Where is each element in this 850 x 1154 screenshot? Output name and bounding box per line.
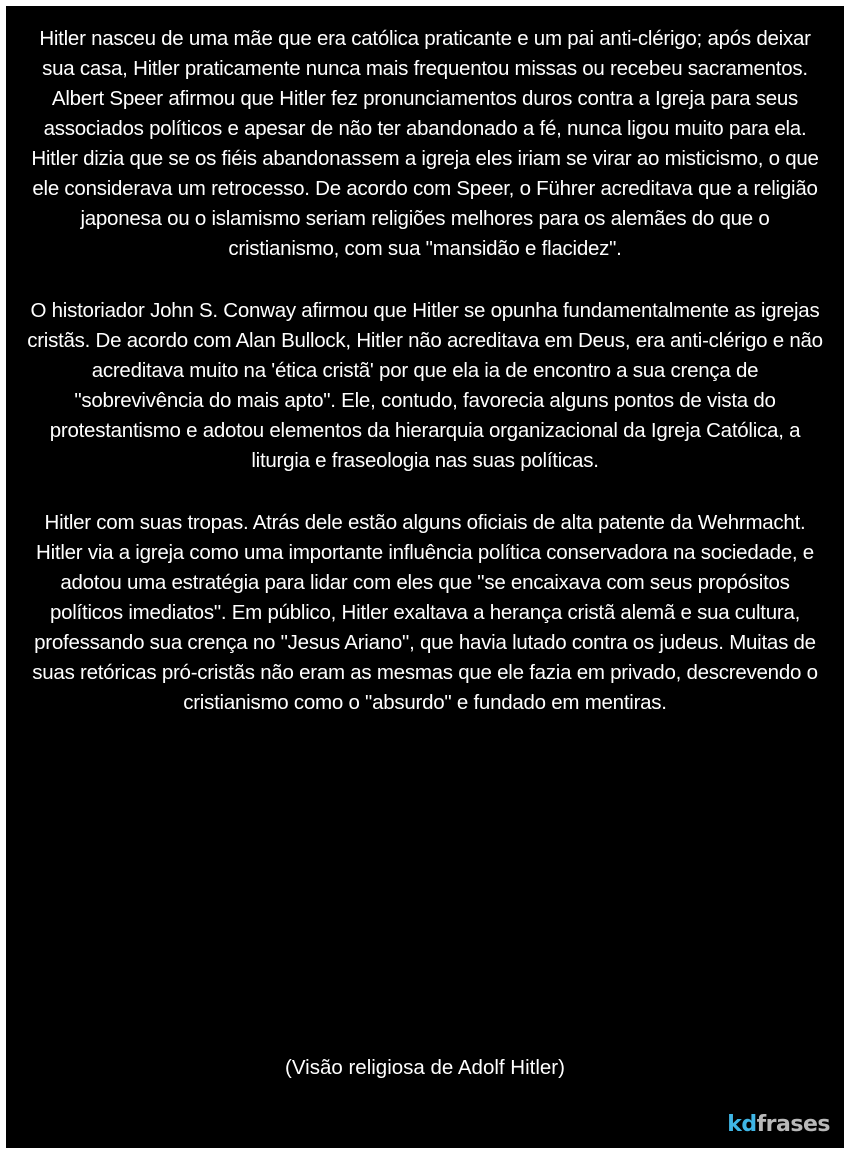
- quote-source: (Visão religiosa de Adolf Hitler): [285, 1056, 565, 1079]
- quote-card: [6, 6, 844, 1148]
- brand-logo-kd: kd: [727, 1112, 757, 1137]
- paragraph-4: Hitler via a igreja como uma importante influência política conservadora na sociedade, e adotou uma estratégia para lidar com eles que "se encaixava com seus propósitos políticos imediatos". Em público, Hitler exaltava a herança cristã alemã e sua cultura, professando sua crença no "Jesus Ariano", que havia lutado contra os judeus. Muitas de suas retóricas pró-cristãs não eram as mesmas que ele fazia em privado, descrevendo o cristianismo como o "absurdo" e fundado em mentiras.: [32, 541, 818, 714]
- quote-text: [6, 6, 844, 718]
- brand-logo: [727, 1112, 830, 1138]
- paragraph-1: Hitler nasceu de uma mãe que era católica praticante e um pai anti-clérigo; após deixar sua casa, Hitler praticamente nunca mais frequentou missas ou recebeu sacramentos. Albert Speer afirmou que Hitler fez pronunciamentos duros contra a Igreja para seus associados políticos e apesar de não ter abandonado a fé, nunca ligou muito para ela. Hitler dizia que se os fiéis abandonassem a igreja eles iriam se virar ao misticismo, o que ele considerava um retrocesso. De acordo com Speer, o Führer acreditava que a religião japonesa ou o islamismo seriam religiões melhores para os alemães do que o cristianismo, com sua "mansidão e flacidez".: [31, 27, 819, 260]
- paragraph-3: Hitler com suas tropas. Atrás dele estão alguns oficiais de alta patente da Wehrmacht.: [44, 511, 806, 534]
- paragraph-gap: [26, 264, 824, 296]
- paragraph-gap: [26, 476, 824, 508]
- paragraph-2: O historiador John S. Conway afirmou que Hitler se opunha fundamentalmente as igrejas cristãs. De acordo com Alan Bullock, Hitler não acreditava em Deus, era anti-clérigo e não acreditava muito na 'ética cristã' por que ela ia de encontro a sua crença de "sobrevivência do mais apto". Ele, contudo, favorecia alguns pontos de vista do protestantismo e adotou elementos da hierarquia organizacional da Igreja Católica, a liturgia e fraseologia nas suas políticas.: [27, 299, 823, 472]
- brand-logo-frases: frases: [756, 1112, 830, 1137]
